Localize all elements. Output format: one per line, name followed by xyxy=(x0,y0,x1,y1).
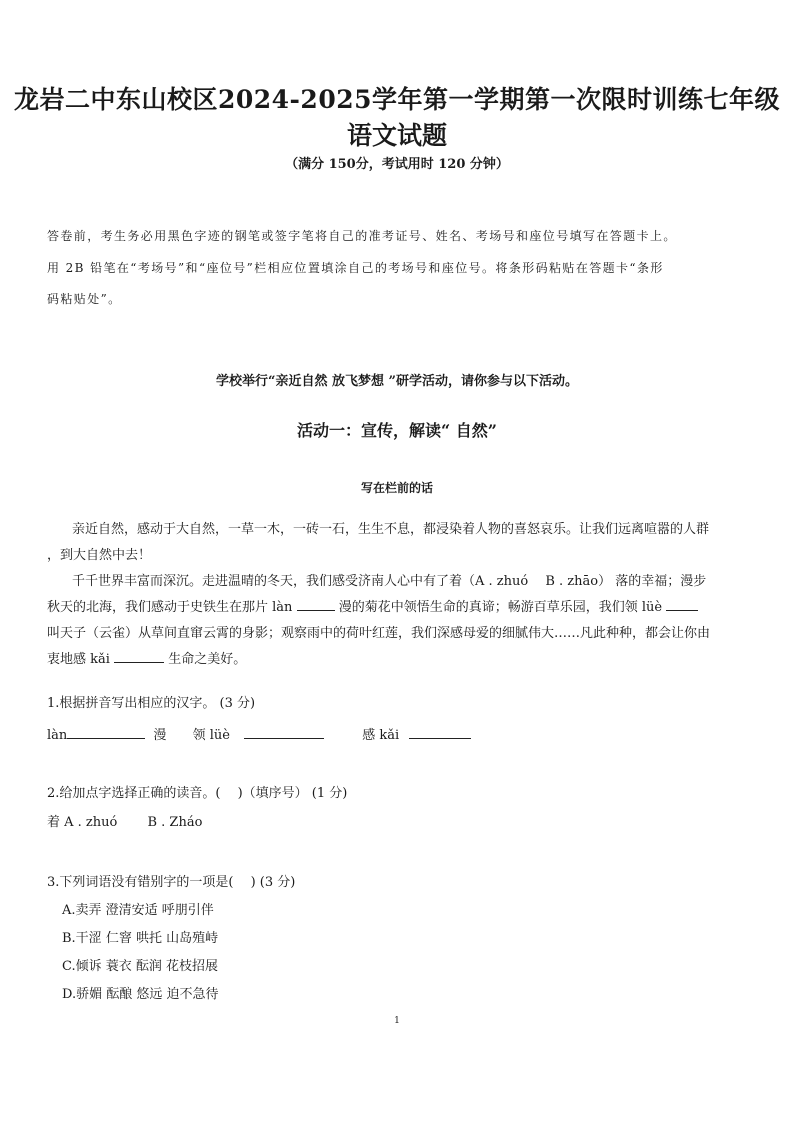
answer-blank[interactable] xyxy=(67,726,145,739)
passage-line: 亲近自然，感动于大自然，一草一木，一砖一石，生生不息，都浸染着人物的喜怒哀乐。让我们远离喧嚣的人群 xyxy=(72,522,710,537)
passage-text: 秋天的北海，我们感动于史铁生在那片 làn xyxy=(47,600,293,615)
question-options: 着 A . zhuó B . Zháo xyxy=(47,815,203,830)
section-title: 写在栏前的话 xyxy=(360,481,433,495)
instruction-line: 答卷前，考生务必用黑色字迹的钢笔或签字笔将自己的准考证号、姓名、考场号和座位号填写在答题卡上。 xyxy=(47,229,677,243)
option-b[interactable]: B.干涩 仁窨 哄托 山岛殖峙 xyxy=(62,931,219,946)
instruction-line: 用 2B 铅笔在“考场号”和“座位号”栏相应位置填涂自己的考场号和座位号。将条形码粘贴在答题卡“条形 xyxy=(47,261,664,275)
question-stem: 2.给加点字选择正确的读音。( )（填序号） (1 分) xyxy=(47,786,348,801)
answer-suffix: 漫 xyxy=(153,728,167,743)
activity-title: 活动一：宣传，解读“ 自然” xyxy=(297,421,497,440)
exam-subtitle: （满分 150分，考试用时 120 分钟） xyxy=(285,157,509,172)
question-stem: 3.下列词语没有错别字的一项是( ) (3 分) xyxy=(47,875,296,890)
exam-title-line1: 龙岩二中东山校区2024-2025学年第一学期第一次限时训练七年级 xyxy=(13,85,781,114)
passage-text: 漫的菊花中领悟生命的真谛；畅游百草乐园，我们领 lüè xyxy=(338,600,663,615)
exam-title-line2: 语文试题 xyxy=(346,121,447,150)
pinyin-label: 领 lüè xyxy=(192,728,230,743)
question-answer-row xyxy=(47,724,471,743)
pinyin-label: làn xyxy=(47,728,68,743)
pinyin-label: 感 kǎi xyxy=(362,728,400,743)
question-stem: 1.根据拼音写出相应的汉字。 (3 分) xyxy=(47,696,256,711)
passage-text: 生命之美好。 xyxy=(168,652,247,667)
option-c[interactable]: C.倾诉 蓑衣 酝润 花枝招展 xyxy=(62,959,219,974)
answer-blank[interactable] xyxy=(666,598,698,611)
option-a[interactable]: A.卖弄 澄清安适 呼朋引伴 xyxy=(62,903,214,918)
passage-line: ，到大自然中去！ xyxy=(47,548,152,563)
passage-line: 叫天子（云雀）从草间直窜云霄的身影；观察雨中的荷叶红莲，我们深感母爱的细腻伟大……凡此种种，都会让你由 xyxy=(47,626,711,641)
instruction-line: 码粘贴处”。 xyxy=(47,292,122,306)
passage-text: 衷地感 kǎi xyxy=(47,652,110,667)
option-d[interactable]: D.骄媚 酝酿 悠远 迫不急待 xyxy=(62,987,219,1002)
passage-line xyxy=(47,596,698,615)
page-number: 1 xyxy=(394,1016,400,1026)
activity-intro: 学校举行“亲近自然 放飞梦想 ”研学活动，请你参与以下活动。 xyxy=(215,374,578,389)
answer-blank[interactable] xyxy=(409,726,471,739)
passage-line xyxy=(47,648,246,667)
answer-blank[interactable] xyxy=(114,650,164,663)
answer-blank[interactable] xyxy=(244,726,324,739)
passage-line: 千千世界丰富而深沉。走进温晴的冬天，我们感受济南人心中有了着（A . zhuó B . zhāo） 落的幸福；漫步 xyxy=(72,574,707,589)
answer-blank[interactable] xyxy=(297,598,335,611)
